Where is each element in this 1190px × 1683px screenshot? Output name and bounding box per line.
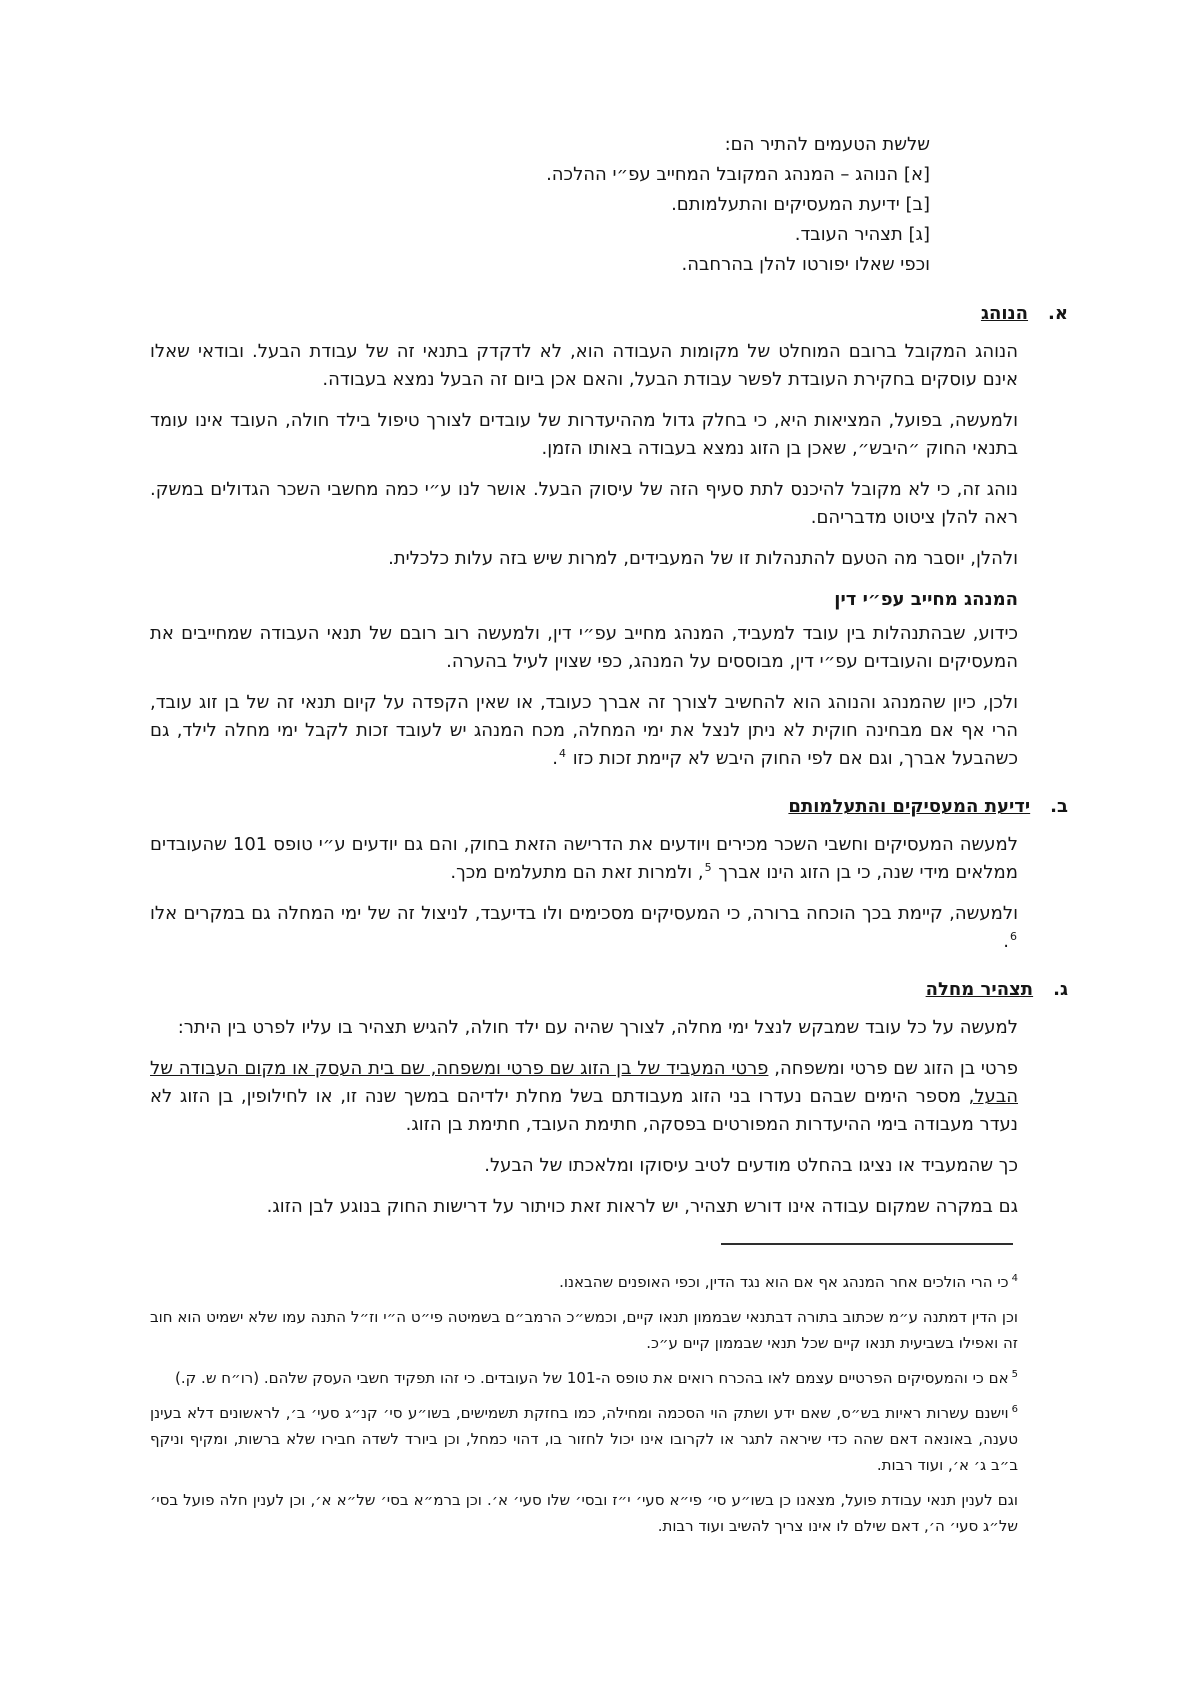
intro-block — [150, 130, 1018, 280]
document-page — [150, 130, 1068, 1548]
paragraph-with-footnote-ref — [150, 831, 1018, 887]
footnote-5 — [150, 1365, 1018, 1391]
paragraph-text: . — [1003, 931, 1009, 952]
footnote-text: וישנם עשרות ראיות בש״ס, שאם ידע ושתק הוי הסכמה ומחילה, כמו בחזקת תשמישים, בשו״ע סי׳ קנ״ג סעי׳ ב׳, לראשונים דלא בעינן טענה, באונאה דאם שהה כדי שיראה לתגר או לקרובו אינו יכול לחזור בו, דהוי כמחל, וכן ביורד לשדה חבירו שלא ברשות, ומקיף וניקף ב״ב ג׳ א׳, ועוד רבות. — [150, 1404, 1018, 1474]
footnote-ref-6: 6 — [1010, 930, 1017, 943]
subheading-custom-law: המנהג מחייב עפ״י דין — [834, 589, 1018, 610]
paragraph: גם במקרה שמקום עבודה אינו דורש תצהיר, יש לראות זאת כויתור על דרישות החוק בנוגע לבן הזוג. — [266, 1196, 1018, 1217]
paragraph: נוהג זה, כי לא מקובל להיכנס לתת סעיף הזה של עיסוק הבעל. אושר לנו ע״י כמה מחשבי השכר הגדולים במשק. ראה להלן ציטוט מדבריהם. — [150, 479, 1018, 528]
intro-line: וכפי שאלו יפורטו להלן בהרחבה. — [681, 254, 930, 275]
footnotes-block — [150, 1269, 1018, 1539]
section-title: תצהיר מחלה — [925, 979, 1034, 1000]
footnote-text: וכן הדין דמתנה ע״מ שכתוב בתורה דבתנאי שבממון תנאו קיים, וכמש״כ הרמב״ם בשמיטה פי״ט ה״י וז״ל התנה עמו שלא ישמיט הוא חוב זה ואפילו בשביעית תנאו קיים שכל תנאי שבממון קיים ע״כ. — [150, 1308, 1018, 1352]
footnote-separator-line — [721, 1243, 1013, 1245]
intro-line: [ג] תצהיר העובד. — [794, 224, 930, 245]
footnote-text: וגם לענין תנאי עבודת פועל, מצאנו כן בשו״ע סי׳ פי״א סעי׳ י״ז ובסי׳ שלו סעי׳ א׳. וכן ברמ״א בסי׳ של״א א׳, וכן לענין חלה פועל בסי׳ של״ג סעי׳ ה׳, דאם שילם לו אינו צריך להשיב ועוד רבות. — [150, 1491, 1018, 1535]
section-title: הנוהג — [980, 303, 1029, 324]
footnote-marker-4: 4 — [1011, 1273, 1018, 1284]
section-heading-b — [150, 793, 1068, 821]
footnote-text: כי הרי הולכים אחר המנהג אף אם הוא נגד הדין, וכפי האופנים שהבאנו. — [559, 1273, 1009, 1291]
footnote-marker-5: 5 — [1011, 1369, 1018, 1380]
paragraph-text: למעשה המעסיקים וחשבי השכר מכירים ויודעים את הדרישה הזאת בחוק, והם גם יודעים ע״י טופס 101 שהעובדים ממלאים מידי שנה, כי בן הזוג הינו אברך — [150, 834, 1018, 883]
section-number: א. — [1048, 303, 1068, 324]
section-heading-a — [150, 300, 1068, 328]
paragraph: הנוהג המקובל ברובם המוחלט של מקומות העבודה הוא, לא לדקדק בתנאי זה של עבודת הבעל. ובודאי שאלו אינם עוסקים בחקירת העובדת לפשר עבודת הבעל, והאם אכן ביום זה הבעל נמצא בעבודה. — [150, 341, 1018, 390]
footnote-4-continued — [150, 1304, 1018, 1356]
paragraph-partially-underlined — [150, 1055, 1018, 1139]
paragraph-text: , ולמרות זאת הם מתעלמים מכך. — [450, 862, 704, 883]
paragraph: כך שהמעביד או נציגו בהחלט מודעים לטיב עיסוקו ומלאכתו של הבעל. — [484, 1155, 1018, 1176]
paragraph-text: מספר הימים שבהם נעדרו בני הזוג מעבודתם בשל מחלת ילדיהם במשך שנה זו, או לחילופין, בן הזוג לא נעדר מעבודה בימי ההיעדרות המפורטים בפסקה, חתימת העובד, חתימת בן הזוג. — [150, 1086, 1018, 1135]
intro-line: שלשת הטעמים להתיר הם: — [724, 134, 930, 155]
intro-line: [ב] ידיעת המעסיקים והתעלמותם. — [671, 194, 930, 215]
footnote-text: אם כי והמעסיקים הפרטיים עצמם לאו בהכרח רואים את טופס ה-101 של העובדים. כי זהו תפקיד חשבי העסק שלהם. (רו״ח ש. ק.) — [175, 1369, 1009, 1387]
footnote-ref-5: 5 — [704, 861, 712, 874]
underlined-text: פרטי המעביד של בן הזוג שם פרטי ומשפחה, שם בית העסק או מקום העבודה של הבעל, — [150, 1058, 1018, 1107]
paragraph-text: ולכן, כיון שהמנהג והנוהג הוא להחשיב לצורך זה אברך כעובד, או שאין הקפדה על קיום תנאי זה של בן זוג עובד, הרי אף אם מבחינה חוקית לא ניתן לנצל את ימי המחלה, מכח המנהג יש לעובד זכות לקבל ימי מחלה לילד, גם כשהבעל אברך, וגם אם לפי החוק היבש לא קיימת זכות כזו — [150, 692, 1018, 769]
section-title: ידיעת המעסיקים והתעלמותם — [788, 796, 1031, 817]
paragraph-with-footnote-ref — [150, 900, 1018, 956]
footnote-6-continued — [150, 1487, 1018, 1539]
paragraph: ולמעשה, בפועל, המציאות היא, כי בחלק גדול מההיעדרות של עובדים לצורך טיפול בילד חולה, העובד אינו עומד בתנאי החוק ״היבש״, שאכן בן הזוג נמצא בעבודה באותו הזמן. — [150, 410, 1018, 459]
section-heading-c — [150, 976, 1068, 1004]
section-number: ב. — [1050, 796, 1068, 817]
intro-line: [א] הנוהג – המנהג המקובל המחייב עפ״י ההלכה. — [546, 164, 930, 185]
paragraph-with-footnote-ref — [150, 689, 1018, 773]
paragraph-text: ולמעשה, קיימת בכך הוכחה ברורה, כי המעסיקים מסכימים ולו בדיעבד, לניצול זה של ימי המחלה גם במקרים אלו — [150, 903, 1018, 924]
section-number: ג. — [1053, 979, 1068, 1000]
paragraph-text: פרטי בן הזוג שם פרטי ומשפחה, — [768, 1058, 1019, 1079]
paragraph: כידוע, שבהתנהלות בין עובד למעביד, המנהג מחייב עפ״י דין, ולמעשה רוב רובם של תנאי העבודה שמחייבים את המעסיקים והעובדים עפ״י דין, מבוססים על המנהג, כפי שצוין לעיל בהערה. — [150, 623, 1018, 672]
footnote-6 — [150, 1400, 1018, 1478]
footnote-ref-4: 4 — [558, 747, 566, 760]
footnote-4 — [150, 1269, 1018, 1295]
paragraph: למעשה על כל עובד שמבקש לנצל ימי מחלה, לצורך שהיה עם ילד חולה, להגיש תצהיר בו עליו לפרט בין היתר: — [177, 1017, 1018, 1038]
paragraph-text: . — [552, 748, 558, 769]
footnote-marker-6: 6 — [1011, 1404, 1018, 1415]
paragraph: ולהלן, יוסבר מה הטעם להתנהלות זו של המעבידים, למרות שיש בזה עלות כלכלית. — [388, 548, 1018, 569]
